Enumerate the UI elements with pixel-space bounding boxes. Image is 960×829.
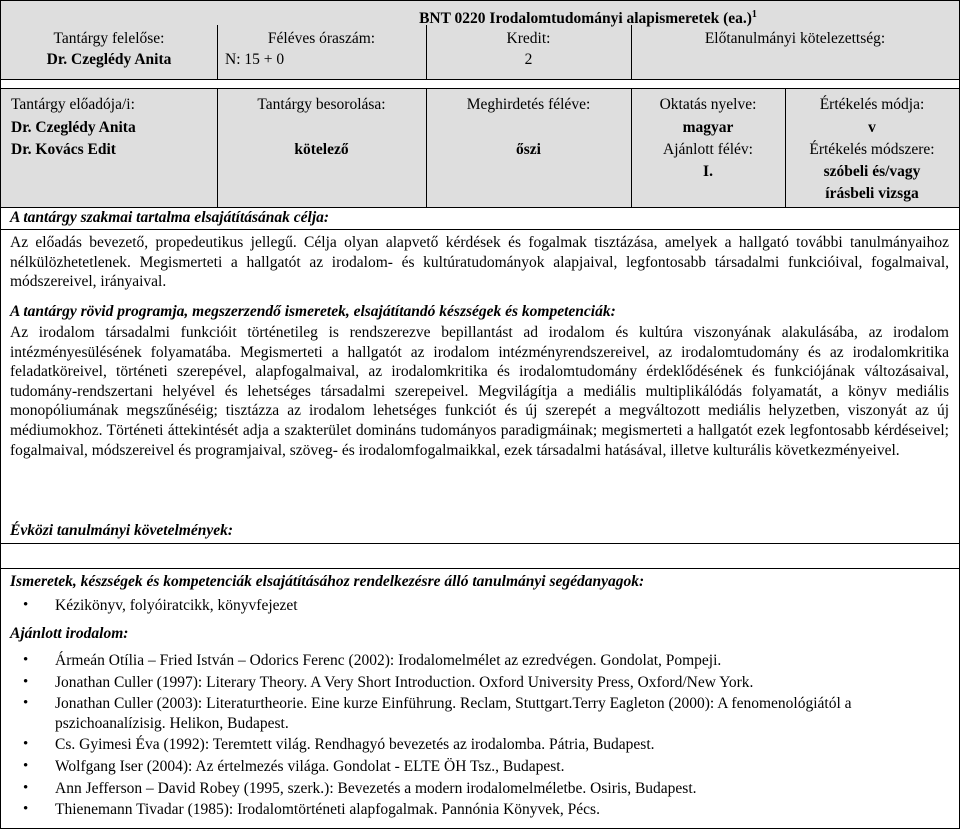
lecturer-label: Tantárgy előadója/i: <box>11 96 135 113</box>
list-item: • Jonathan Culler (2003): Literaturtheorie. Eine kurze Einführung. Reclam, Stuttgart.Terry Eagleton (2000): A fenomenológiától a pszichoanalízisig. Helikon, Budapest. <box>1 694 959 733</box>
evaluation-method-value-1: szóbeli és/vagy <box>823 163 921 180</box>
credit-label: Kredit: <box>506 30 551 47</box>
credit-value: 2 <box>524 51 533 68</box>
recommended-semester-value: I. <box>703 163 713 180</box>
evaluation-type-label: Értékelés módja: <box>819 96 925 113</box>
literature-heading: Ajánlott irodalom: <box>10 625 129 642</box>
semester-value: őszi <box>516 141 541 158</box>
list-item: • Thienemann Tivadar (1985): Irodalomtörténeti alapfogalmak. Pannónia Könyvek, Pécs. <box>1 800 959 820</box>
classification-label: Tantárgy besorolása: <box>257 96 386 113</box>
info-section <box>1 88 959 208</box>
list-item: • Ann Jefferson – David Robey (1995, szerk.): Bevezetés a modern irodalomelméletbe. Osiris, Budapest. <box>1 779 959 799</box>
program-text: Az irodalom társadalmi funkcióit történetileg is rendszerezve bepillantást ad irodalom és kultúra viszonyának alakulásába, az irodalom intézményesülésének folyamatába. Megismerteti a hallgatót az irodalom intézményrendszereivel, az irodalomtudomány és az irodalomkritika feladatköreivel, történeti szerepével, alapfogalmaival, az irodalomkritika és irodalomtudomány érdeklődésének és funkciójának változásaival, tudomány-rendszertani helyével és lehetséges társadalmi szerepeivel. Megvilágítja a mediális multiplikálódás folyamatát, a könyv mediális monopóliumának megszűnéséig; tisztázza az irodalom lehetséges funkciót és új szerepét a megváltozott mediális helyzetben, viszonyát az új médiumokhoz. Történeti áttekintését adja a szakterület domináns tudományos paradigmáinak; megismerteti a hallgatót ezek legfontosabb kérdéseivel; fogalmaival, módszereivel és programjaival, szöveg- és irodalomfogalmaikkal, ezek társadalmi hatásával, illetve kulturális következményeivel. <box>10 324 949 459</box>
list-item: • Kézikönyv, folyóiratcikk, könyvfejezet <box>1 596 959 616</box>
materials-heading: Ismeretek, készségek és kompetenciák elsajátításához rendelkezésre álló tanulmányi segédanyagok: <box>10 573 645 590</box>
program-heading: A tantárgy rövid programja, megszerzendő ismeretek, elsajátítandó készségek és kompetenciák: <box>10 303 616 320</box>
recommended-semester-label: Ajánlott félév: <box>663 141 753 158</box>
list-item: • Cs. Gyimesi Éva (1992): Teremtett világ. Rendhagyó bevezetés az irodalomba. Pátria, Budapest. <box>1 735 959 755</box>
list-item: • Jonathan Culler (1997): Literary Theory. A Very Short Introduction. Oxford University Press, Oxford/New York. <box>1 673 959 693</box>
classification-value: kötelező <box>294 141 349 158</box>
hours-label: Féléves óraszám: <box>267 30 376 47</box>
goal-text: Az előadás bevezető, propedeutikus jellegű. Célja olyan alapvető kérdések és fogalmak tisztázása, amelyek a hallgató további tanulmányaihoz nélkülözhetetlenek. Megismerteti a hallgatót az irodalom- és kultúratudományok alapjaival, legfontosabb társadalmi funkcióival, fogalmaival, módszereivel, irányaival. <box>10 234 949 291</box>
literature-list <box>1 651 959 820</box>
responsible-label: Tantárgy felelőse: <box>53 30 165 47</box>
lecturer-name-2: Dr. Kovács Edit <box>11 141 116 158</box>
evaluation-type-value: v <box>868 119 876 136</box>
list-item: • Wolfgang Iser (2004): Az értelmezés világa. Gondolat - ELTE ÖH Tsz., Budapest. <box>1 757 959 777</box>
evaluation-method-label: Értékelés módszere: <box>809 141 935 158</box>
course-title: BNT 0220 Irodalomtudományi alapismeretek $(ea.)^1$ <box>419 9 757 28</box>
semester-label: Meghirdetés féléve: <box>466 96 591 113</box>
requirements-heading: Évközi tanulmányi követelmények: <box>10 522 234 539</box>
evaluation-method-value-2: írásbeli vizsga <box>825 185 919 202</box>
header-section <box>1 1 959 80</box>
goal-heading: A tantárgy szakmai tartalma elsajátításának célja: <box>10 209 330 226</box>
responsible-name: Dr. Czeglédy Anita <box>46 51 172 68</box>
language-label: Oktatás nyelve: <box>659 96 757 113</box>
prerequisite-label: Előtanulmányi kötelezettség: <box>704 30 886 47</box>
language-value: magyar <box>682 119 734 136</box>
lecturer-name-1: Dr. Czeglédy Anita <box>11 119 136 136</box>
hours-value: N: 15 + 0 <box>225 51 285 68</box>
list-item: • Ármeán Otília – Fried István – Odorics Ferenc (2002): Irodalomelmélet az ezredvégen. Gondolat, Pompeji. <box>1 651 959 671</box>
materials-list <box>1 596 959 616</box>
